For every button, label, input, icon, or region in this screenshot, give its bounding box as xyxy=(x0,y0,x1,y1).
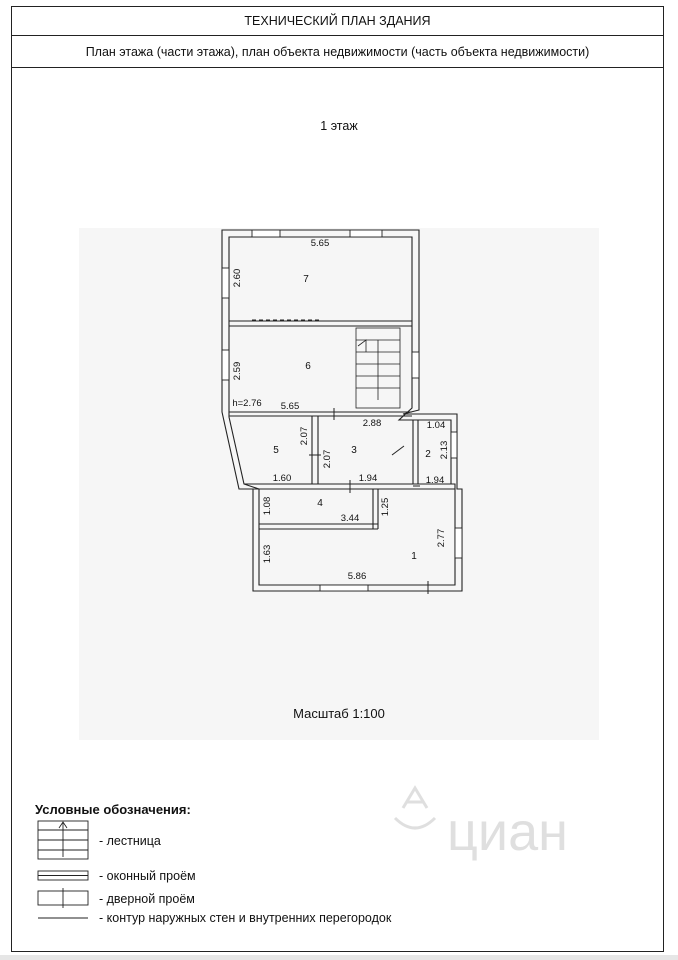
footer-band xyxy=(0,955,678,960)
sheet-title: ТЕХНИЧЕСКИЙ ПЛАН ЗДАНИЯ xyxy=(12,7,663,36)
dim-room6-width: 5.65 xyxy=(280,401,300,412)
floor-label: 1 этаж xyxy=(320,119,358,133)
dim-room5-depth: 2.07 xyxy=(299,426,310,446)
legend-label-walls: - контур наружных стен и внутренних перегородок xyxy=(99,911,392,925)
dim-room3-width: 1.94 xyxy=(358,473,378,484)
window-openings xyxy=(222,230,462,591)
door-symbol xyxy=(38,888,88,908)
room-2-label: 2 xyxy=(425,449,431,460)
dim-room1-left: 1.63 xyxy=(262,544,273,564)
room-4-label: 4 xyxy=(317,498,323,509)
dim-room2-depth: 2.13 xyxy=(439,440,450,460)
legend-label-window: - оконный проём xyxy=(99,869,196,883)
cian-watermark-logo xyxy=(385,778,595,888)
sheet-subtitle: План этажа (части этажа), план объекта недвижимости (часть объекта недвижимости) xyxy=(12,36,663,68)
staircase xyxy=(356,328,400,408)
dim-room6-height: h=2.76 xyxy=(232,398,262,409)
dim-room1-width: 5.86 xyxy=(347,571,367,582)
legend-label-door: - дверной проём xyxy=(99,892,195,906)
room-5-label: 5 xyxy=(273,445,279,456)
dim-room4-depth: 1.08 xyxy=(262,496,273,516)
stair-symbol xyxy=(38,821,88,859)
dim-room7-depth: 2.60 xyxy=(232,268,243,288)
dim-room4-width: 3.44 xyxy=(340,513,360,524)
dim-room2-top: 1.04 xyxy=(426,420,446,431)
dim-room4-side: 1.25 xyxy=(380,497,391,517)
dim-room1-right: 2.77 xyxy=(436,528,447,548)
legend-title: Условные обозначения: xyxy=(35,802,191,817)
room-6-label: 6 xyxy=(305,361,311,372)
window-symbol xyxy=(38,871,88,880)
dim-room2-width: 1.94 xyxy=(425,475,445,486)
legend-label-stairs: - лестница xyxy=(99,834,161,848)
room-3-label: 3 xyxy=(351,445,357,456)
scale-label: Масштаб 1:100 xyxy=(293,706,385,721)
dim-room3-top: 2.88 xyxy=(362,418,382,429)
watermark-text: циан xyxy=(447,802,568,862)
dim-room3-depth: 2.07 xyxy=(322,449,333,469)
room-7-label: 7 xyxy=(303,274,309,285)
plan-walls xyxy=(222,230,462,591)
legend-symbols xyxy=(38,821,88,918)
dim-room7-width: 5.65 xyxy=(310,238,330,249)
door-openings xyxy=(252,320,428,594)
dim-room6-depth: 2.59 xyxy=(232,361,243,381)
room-1-label: 1 xyxy=(411,551,417,562)
dim-room5-width: 1.60 xyxy=(272,473,292,484)
